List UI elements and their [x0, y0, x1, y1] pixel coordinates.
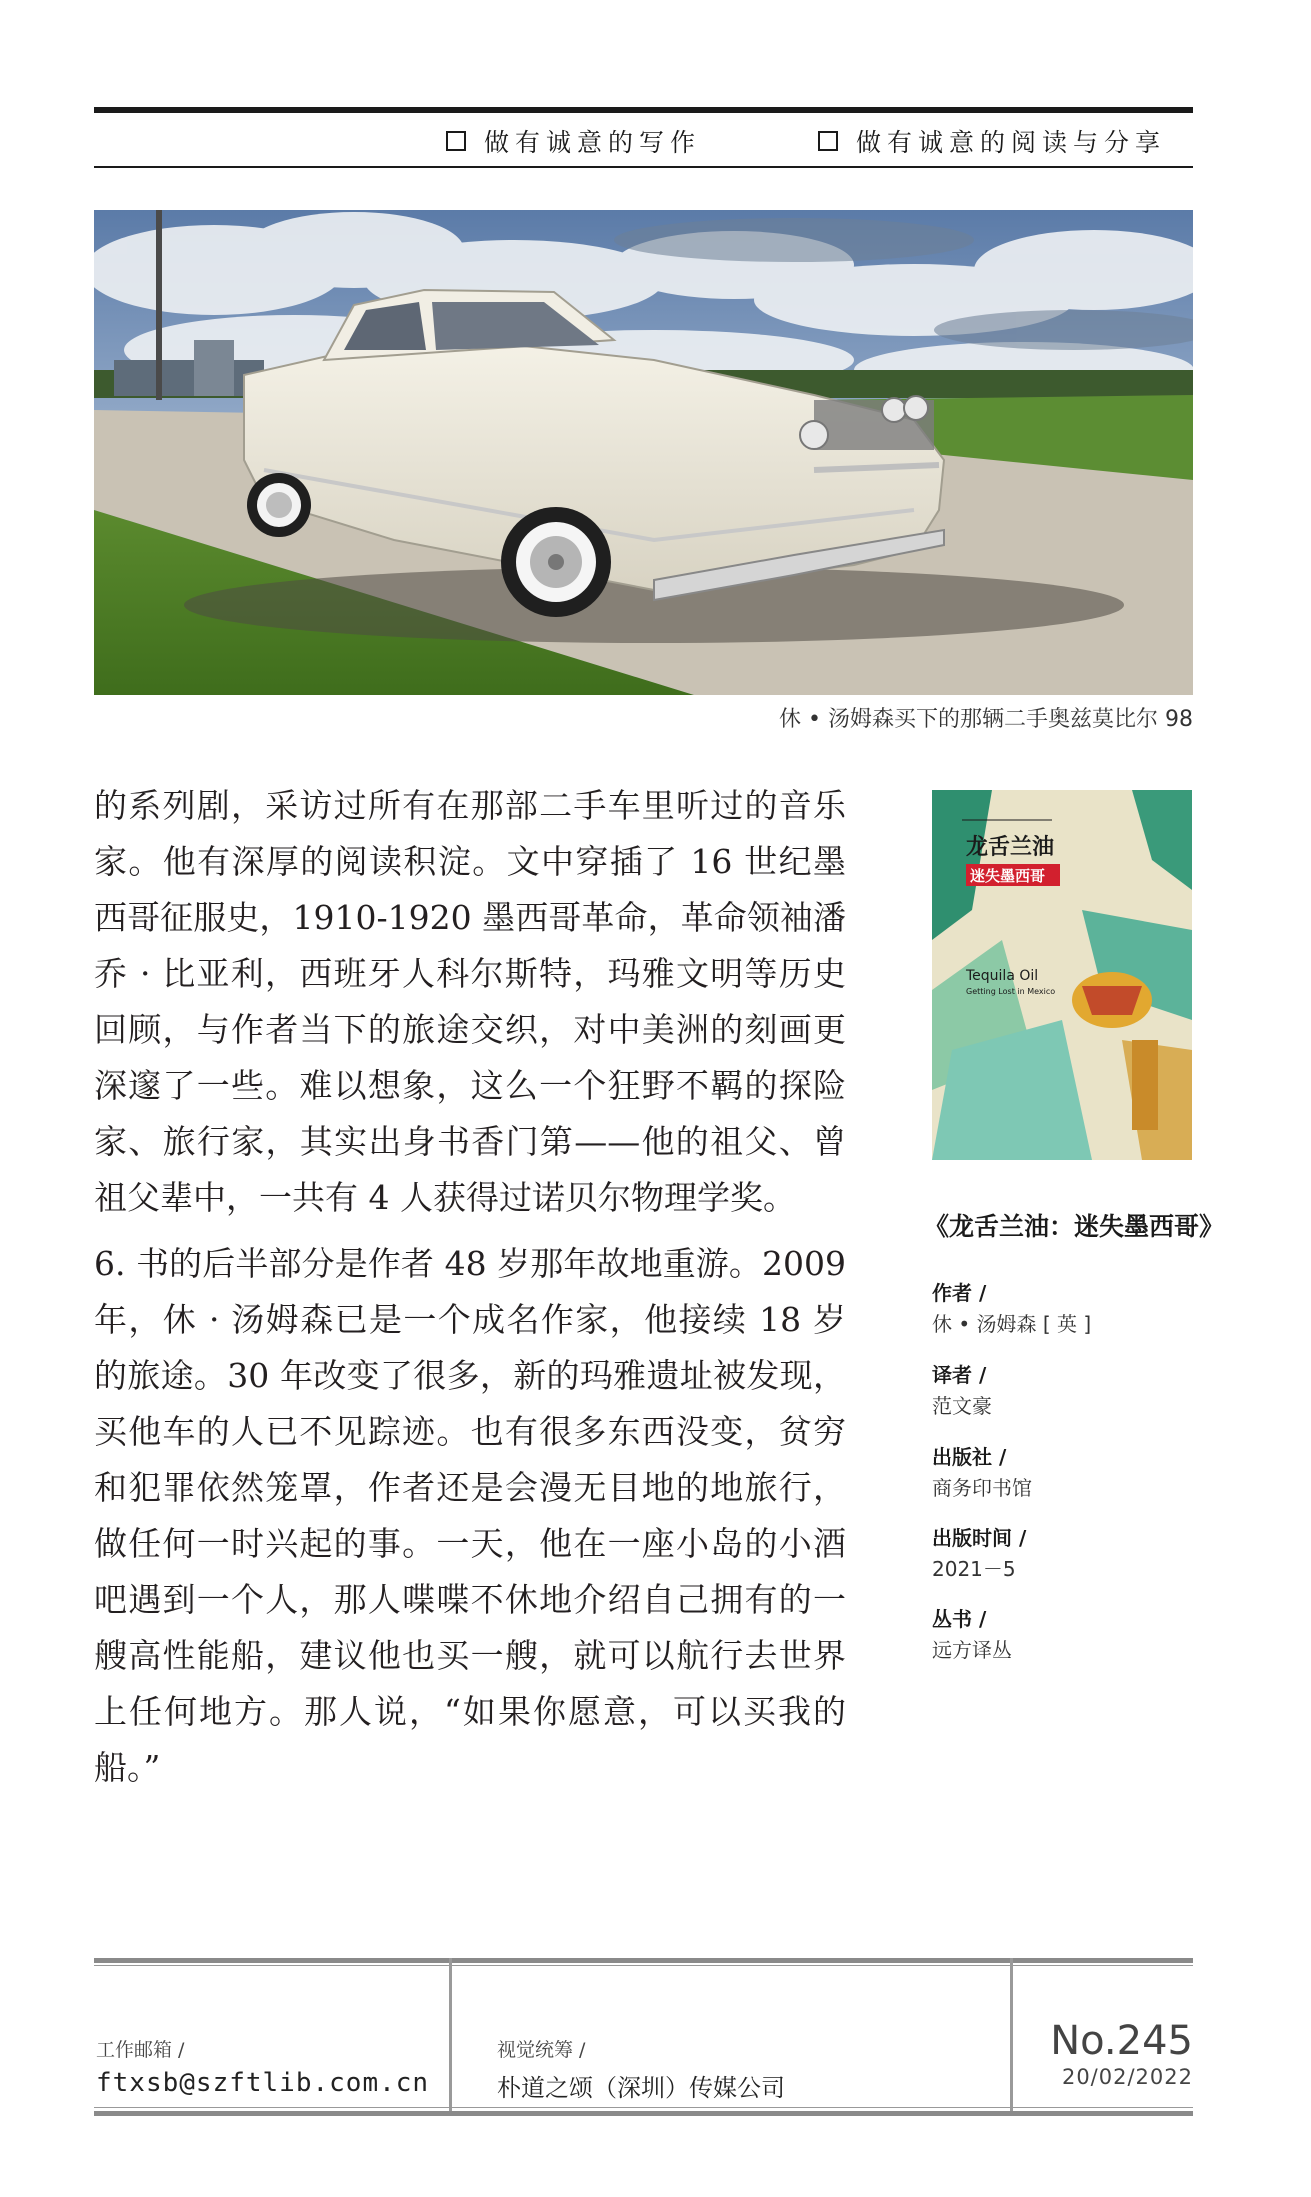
translator-label: 译者 / [932, 1363, 987, 1387]
header-rule [94, 166, 1193, 168]
article-body [94, 778, 846, 1806]
checkbox-square-icon [446, 131, 466, 151]
author-label: 作者 / [932, 1281, 987, 1305]
email-label: 工作邮箱 / [96, 2039, 185, 2061]
photo-caption: 休 • 汤姆森买下的那辆二手奥兹莫比尔 98 [779, 707, 1193, 732]
translator-value: 范文豪 [932, 1394, 992, 1418]
cover-en-subtitle: Getting Lost in Mexico [966, 987, 1056, 996]
design-value: 朴道之颂（深圳）传媒公司 [497, 2074, 785, 2102]
series-value: 远方译丛 [932, 1638, 1012, 1662]
header-tag-reading [818, 124, 1166, 158]
footer-divider [449, 1958, 452, 2116]
top-rule [94, 107, 1193, 113]
footer-top-rule [94, 1958, 1193, 1963]
article-paragraph: 的系列剧，采访过所有在那部二手车里听过的音乐家。他有深厚的阅读积淀。文中穿插了 16 世纪墨西哥征服史，1910-1920 墨西哥革命，革命领袖潘乔 · 比亚利，西班牙人科尔斯特，玛雅文明等历史回顾，与作者当下的旅途交织，对中美洲的刻画更深邃了一些。难以想象，这么一个狂野不羁的探险家、旅行家，其实出身书香门第——他的祖父、曾祖父辈中，一共有 4 人获得过诺贝尔物理学奖。 [94, 786, 846, 1217]
publish-date-label: 出版时间 / [932, 1526, 1027, 1550]
author-value: 休 • 汤姆森 [ 英 ] [932, 1312, 1092, 1336]
publisher-label: 出版社 / [932, 1445, 1007, 1469]
series-label: 丛书 / [932, 1607, 987, 1631]
header-tag-reading-label: 做有诚意的阅读与分享 [856, 128, 1167, 157]
issue-number: No.245 [1050, 2018, 1193, 2064]
book-title: 《龙舌兰油：迷失墨西哥》 [924, 1212, 1225, 1241]
footer-top-rule-thin [94, 1965, 1193, 1966]
book-cover [932, 790, 1192, 1160]
header-tag-writing-label: 做有诚意的写作 [484, 128, 702, 157]
article-paragraph: 6. 书的后半部分是作者 48 岁那年故地重游。2009 年，休 · 汤姆森已是一个成名作家，他接续 18 岁的旅途。30 年改变了很多，新的玛雅遗址被发现，买他车的人已不见踪迹。也有很多东西没变，贫穷和犯罪依然笼罩，作者还是会漫无目地的地旅行，做任何一时兴起的事。一天，他在一座小岛的小酒吧遇到一个人，那人喋喋不休地介绍自己拥有的一艘高性能船，建议他也买一艘，就可以航行去世界上任何地方。那人说，“如果你愿意，可以买我的船。” [94, 1244, 846, 1787]
header-tag-writing [446, 124, 701, 158]
publisher-value: 商务印书馆 [932, 1476, 1032, 1500]
car-photo [94, 210, 1193, 695]
email-link[interactable]: ftxsb@szftlib.com.cn [96, 2068, 430, 2098]
footer-bottom-rule [94, 2111, 1193, 2116]
design-label: 视觉统筹 / [497, 2039, 586, 2061]
cover-en-title: Tequila Oil [966, 968, 1039, 984]
issue-date: 20/02/2022 [1061, 2065, 1193, 2089]
publish-date-value: 2021－5 [932, 1557, 1016, 1581]
checkbox-square-icon [818, 131, 838, 151]
cover-title-text: 龙舌兰油 [966, 834, 1055, 860]
footer-divider [1010, 1958, 1013, 2116]
footer-bottom-rule-thin [94, 2107, 1193, 2108]
cover-subtitle-text: 迷失墨西哥 [970, 867, 1046, 885]
